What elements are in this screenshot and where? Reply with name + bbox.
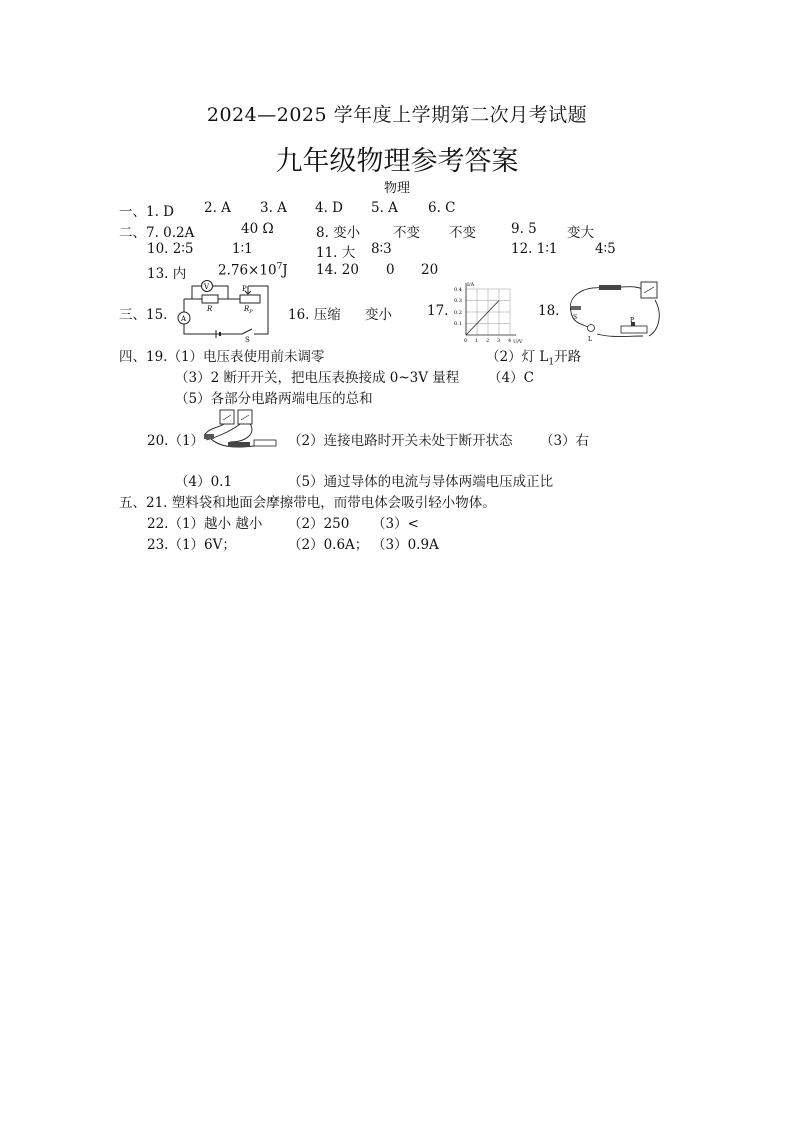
ytick: 0.4 xyxy=(454,287,462,293)
answer-19-1: 四、19.（1）电压表使用前未调零 xyxy=(119,349,325,365)
photo-label-s: S xyxy=(573,314,578,321)
rheostat-photo-icon xyxy=(254,440,276,446)
answer-19-3: （3）2 断开开关，把电压表换接成 0~3V 量程 xyxy=(175,370,460,386)
switch-icon xyxy=(571,306,581,310)
answer-22-2: （2）250 xyxy=(288,516,350,532)
xtick: 2 xyxy=(486,338,490,344)
answer-19-5: （5）各部分电路两端电压的总和 xyxy=(175,391,373,407)
answer-19-2: （2）灯 $L_1$开路 xyxy=(486,349,582,368)
answer-17-label: 17. xyxy=(427,303,449,319)
resistor-label: R xyxy=(207,305,213,313)
answer-8c: 不变 xyxy=(449,225,476,241)
answer-12: 12. 1∶1 xyxy=(511,241,558,257)
answer-14: 14. 20 xyxy=(316,262,359,278)
answer-14b: 0 xyxy=(386,262,395,278)
answer-20-2: （2）连接电路时开关未处于断开状态 xyxy=(288,433,513,449)
answer-14c: 20 xyxy=(421,262,439,278)
answer-20-1-label: 20.（1） xyxy=(147,433,205,449)
ammeter-symbol: A xyxy=(181,315,187,323)
answer-22-3: （3）< xyxy=(372,516,419,532)
answer-3: 3. A xyxy=(260,200,287,216)
answer-19-4: （4）C xyxy=(488,370,534,386)
xtick: 3 xyxy=(497,338,501,344)
answer-5: 5. A xyxy=(371,200,398,216)
answer-9: 9. 5 xyxy=(511,221,537,237)
answer-16b: 变小 xyxy=(365,307,392,323)
answer-11: 11. 大 xyxy=(316,245,356,261)
answer-9b: 变大 xyxy=(567,225,594,241)
graph-ylabel: I/A xyxy=(467,282,475,288)
answer-1: 一、1. D xyxy=(119,204,174,220)
answer-4: 4. D xyxy=(315,200,343,216)
ammeter-photo-icon xyxy=(220,410,234,424)
answer-10b: 1∶1 xyxy=(232,241,253,257)
answer-8: 8. 变小 xyxy=(316,225,361,241)
iu-graph-17 xyxy=(452,279,524,345)
switch-label: S xyxy=(245,336,250,342)
answer-21: 五、21. 塑料袋和地面会摩擦带电，而带电体会吸引轻小物体。 xyxy=(119,495,496,511)
answer-13b: $2.76\times 10^7J$ xyxy=(218,262,288,279)
xtick: 1 xyxy=(475,338,479,344)
photo-label-l: L xyxy=(588,336,592,343)
circuit-photo-18 xyxy=(563,278,667,344)
battery-icon xyxy=(599,285,621,290)
answer-6: 6. C xyxy=(428,200,456,216)
answer-7b: 40 Ω xyxy=(241,221,274,237)
answer-20-5: （5）通过导体的电流与导体两端电压成正比 xyxy=(288,474,554,490)
ytick: 0.2 xyxy=(454,310,462,316)
slider-label: P xyxy=(242,285,247,293)
answer-13: 13. 内 xyxy=(147,266,187,282)
answer-18-label: 18. xyxy=(538,303,560,319)
xtick: 0 xyxy=(464,338,468,344)
answer-23-3: （3）0.9A xyxy=(372,537,439,553)
lamp-icon xyxy=(588,325,595,332)
answer-16: 16. 压缩 xyxy=(288,307,341,323)
rheostat-icon xyxy=(621,326,647,333)
xtick: 4 xyxy=(508,338,512,344)
graph-xlabel: U/V xyxy=(513,339,523,345)
battery-photo-icon xyxy=(228,442,250,447)
switch-photo-icon xyxy=(204,434,214,439)
answer-23-1: 23.（1）6V； xyxy=(147,537,236,553)
answer-2: 2. A xyxy=(204,200,231,216)
answer-12b: 4∶5 xyxy=(595,241,616,257)
photo-label-p: P xyxy=(630,317,635,324)
voltmeter-symbol: V xyxy=(204,283,210,291)
answer-22-1: 22.（1）越小 越小 xyxy=(147,516,263,532)
answer-23-2: （2）0.6A； xyxy=(288,537,369,553)
answer-11b: 8∶3 xyxy=(371,241,392,257)
answer-7: 二、7. 0.2A xyxy=(119,225,195,241)
answer-15-label: 三、15. xyxy=(119,307,168,323)
ytick: 0.3 xyxy=(454,298,462,304)
circuit-diagram-15 xyxy=(172,280,274,342)
answer-20-3: （3）右 xyxy=(540,433,590,449)
ytick: 0.1 xyxy=(454,321,462,327)
rheostat-label: $R_P$ xyxy=(244,305,253,315)
answer-20-4: （4）0.1 xyxy=(175,474,233,490)
voltmeter-photo-icon xyxy=(238,410,252,424)
subject-label: 物理 xyxy=(383,181,410,196)
circuit-photo-20 xyxy=(200,408,278,454)
answer-key-title: 九年级物理参考答案 xyxy=(275,146,519,177)
answer-8b: 不变 xyxy=(393,225,420,241)
exam-title: 2024—2025 学年度上学期第二次月考试题 xyxy=(206,104,588,126)
answer-10: 10. 2∶5 xyxy=(147,241,194,257)
